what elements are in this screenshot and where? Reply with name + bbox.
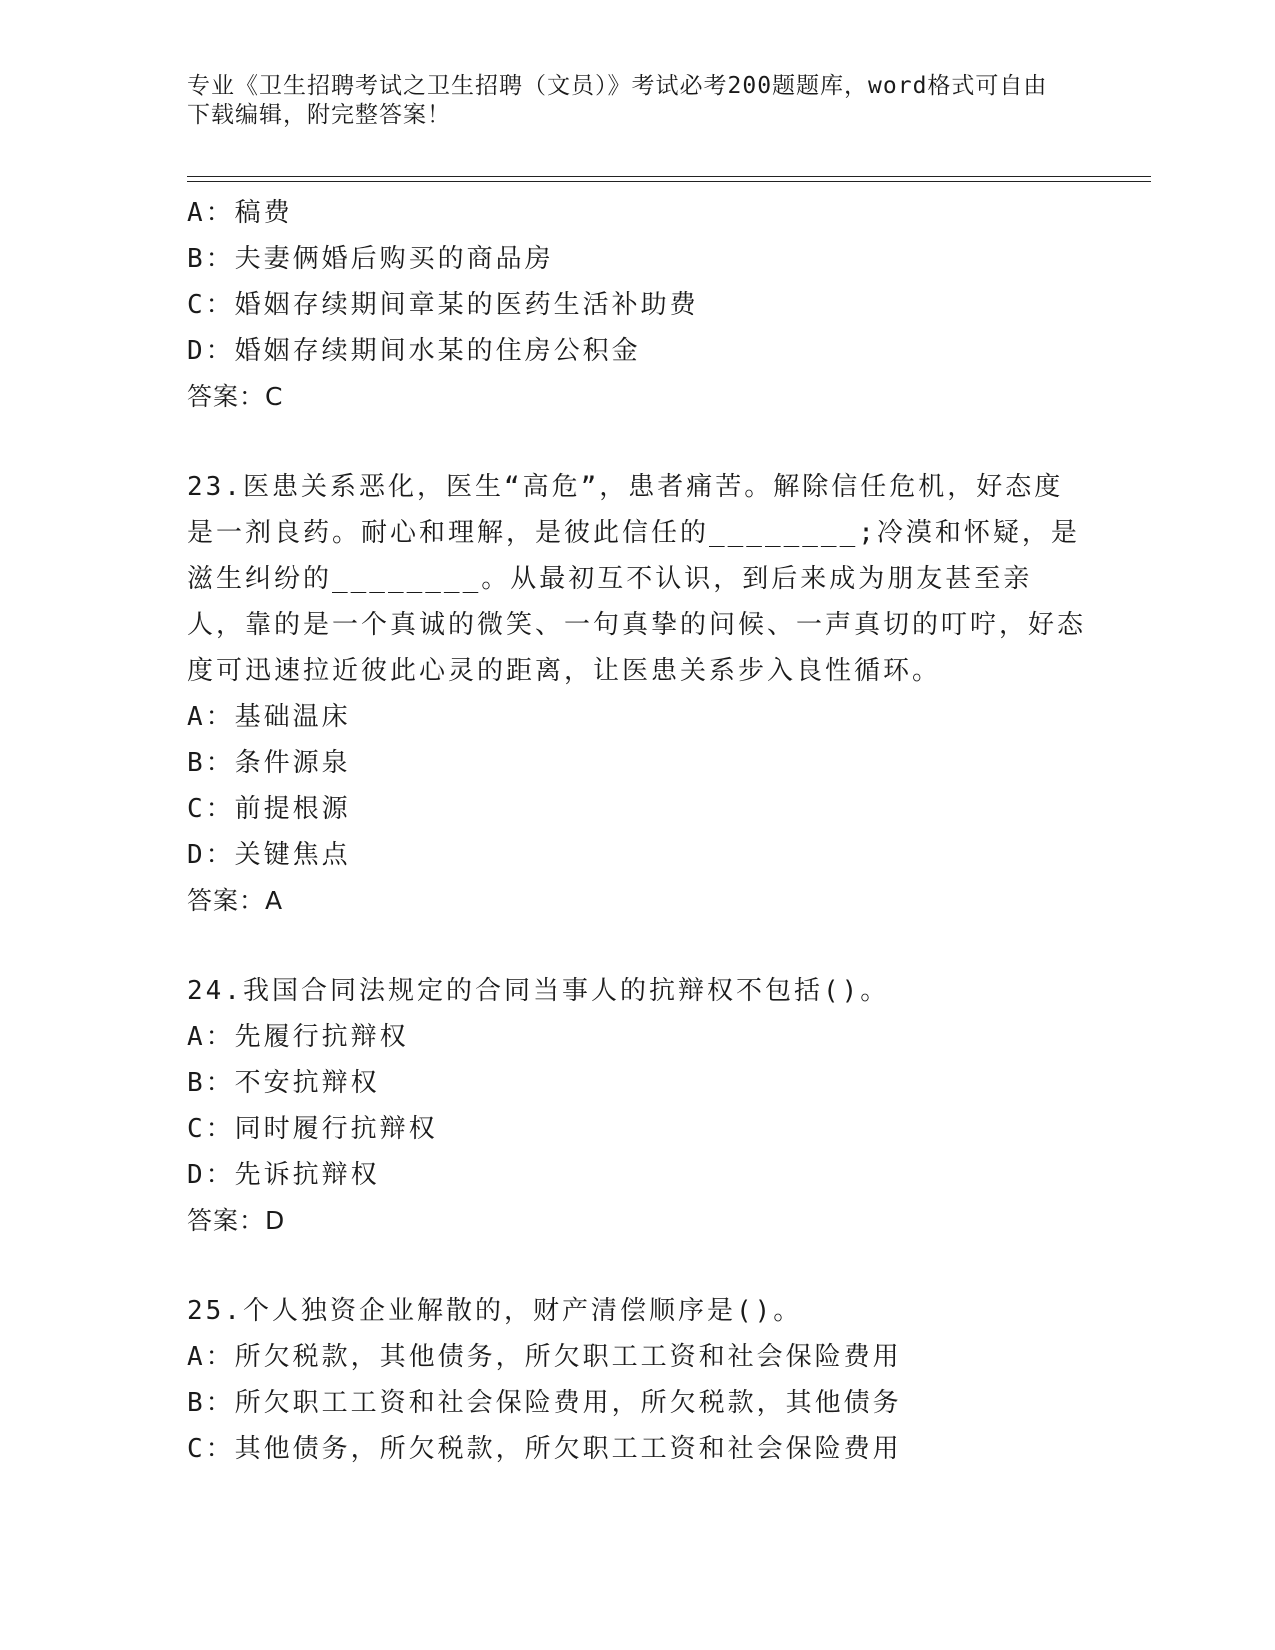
- header-divider: [187, 176, 1151, 182]
- question-23-stem: 23.医患关系恶化，医生“高危”，患者痛苦。解除信任危机，好态度是一剂良药。耐心和理解，是彼此信任的________;冷漠和怀疑，是滋生纠纷的________。从最初互不认识，到后来成为朋友甚至亲人，靠的是一个真诚的微笑、一句真挚的问候、一声真切的叮咛，好态度可迅速拉近彼此心灵的距离，让医患关系步入良性循环。: [187, 472, 1087, 686]
- question-24: [187, 968, 1087, 1244]
- question-23-answer: 答案：A: [187, 886, 284, 915]
- option-c: C：同时履行抗辩权: [187, 1114, 438, 1144]
- question-24-answer: 答案：D: [187, 1206, 286, 1235]
- option-c: C：前提根源: [187, 794, 351, 824]
- spacer: [187, 1244, 1087, 1288]
- question-24-stem: 24.我国合同法规定的合同当事人的抗辩权不包括()。: [187, 976, 890, 1006]
- spacer: [187, 924, 1087, 968]
- question-25: [187, 1288, 1087, 1472]
- option-a: A：所欠税款，其他债务，所欠职工工资和社会保险费用: [187, 1342, 902, 1372]
- option-b: B：条件源泉: [187, 748, 351, 778]
- option-c: C：婚姻存续期间章某的医药生活补助费: [187, 290, 699, 320]
- option-d: D：关键焦点: [187, 840, 351, 870]
- option-a: A：先履行抗辩权: [187, 1022, 409, 1052]
- question-23: [187, 464, 1087, 924]
- option-d: D：先诉抗辩权: [187, 1160, 380, 1190]
- question-22-answer: 答案：C: [187, 382, 284, 411]
- option-b: B：不安抗辩权: [187, 1068, 380, 1098]
- question-22-options: [187, 190, 1087, 374]
- question-25-stem: 25.个人独资企业解散的，财产清偿顺序是()。: [187, 1296, 803, 1326]
- option-b: B：所欠职工工资和社会保险费用，所欠税款，其他债务: [187, 1388, 902, 1418]
- option-a: A：稿费: [187, 198, 293, 228]
- option-a: A：基础温床: [187, 702, 351, 732]
- document-header: 专业《卫生招聘考试之卫生招聘（文员）》考试必考200题题库，word格式可自由下载编辑，附完整答案！: [187, 73, 1048, 128]
- option-b: B：夫妻俩婚后购买的商品房: [187, 244, 554, 274]
- option-d: D：婚姻存续期间水某的住房公积金: [187, 336, 641, 366]
- option-c: C：其他债务，所欠税款，所欠职工工资和社会保险费用: [187, 1434, 902, 1464]
- document-body: [187, 190, 1087, 1472]
- spacer: [187, 420, 1087, 464]
